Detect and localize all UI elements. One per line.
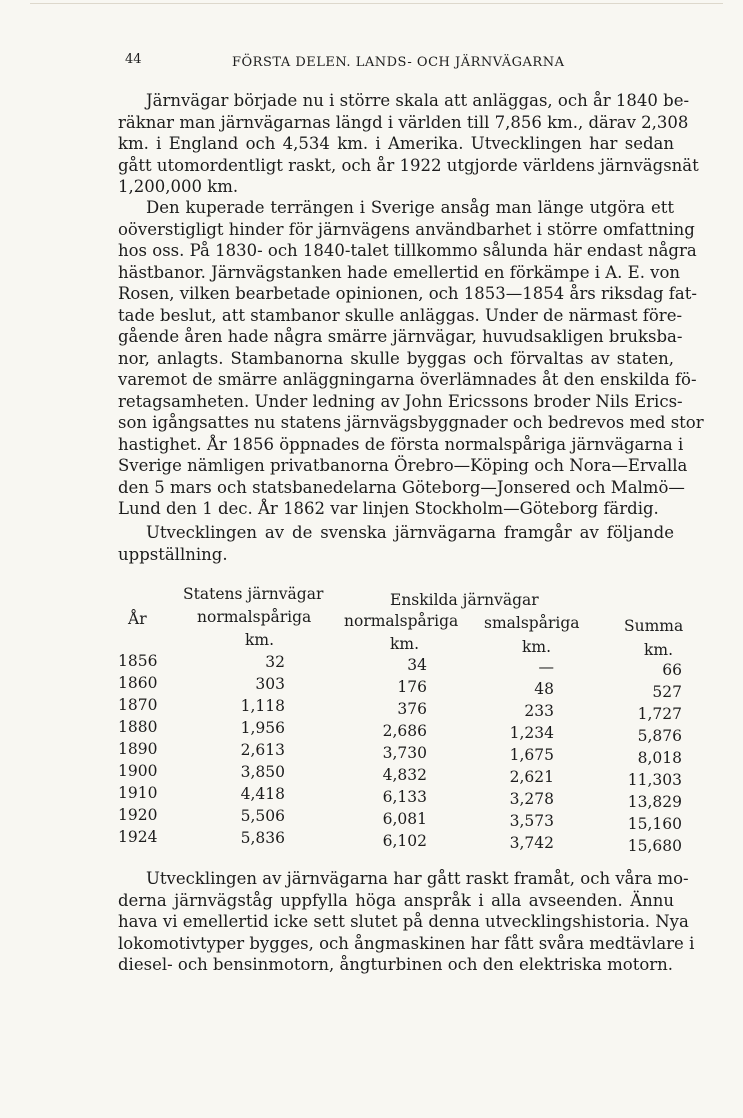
text-line: 1,200,000 km. <box>118 177 239 196</box>
statens-cell: 32 <box>265 653 285 671</box>
statens-cell: 5,506 <box>240 807 285 825</box>
year-cell: 1900 <box>118 762 158 780</box>
text-line: Den kuperade terrängen i Sverige ansåg man länge utgöra ett <box>146 198 674 217</box>
text-line: km. i England och 4,534 km. i Amerika. Utvecklingen har sedan <box>118 134 674 153</box>
summa-cell: 8,018 <box>637 749 682 767</box>
text-line: hästbanor. Järnvägstanken hade emellertid en förkämpe i A. E. von <box>118 262 681 282</box>
text-line: derna järnvägståg uppfylla höga anspråk i alla avseenden. Ännu <box>118 890 674 910</box>
header-year: År <box>128 610 147 628</box>
statens-cell: 4,418 <box>240 785 285 803</box>
text-line: uppställning. <box>118 544 228 564</box>
text-line: den 5 mars och statsbanedelarna Göteborg—Jonsered och Malmö— <box>118 477 685 497</box>
enskilda-normal-cell: 34 <box>407 656 427 674</box>
header-summa-unit: km. <box>644 641 674 659</box>
text-line: hava vi emellertid icke sett slutet på denna utvecklingshistoria. Nya <box>118 912 689 931</box>
summa-cell: 5,876 <box>637 727 682 745</box>
statens-cell: 3,850 <box>240 763 285 781</box>
paragraph-table-intro <box>118 522 674 565</box>
page-number: 44 <box>125 52 142 67</box>
enskilda-normal-cell: 6,133 <box>382 788 427 806</box>
enskilda-smal-cell: 233 <box>524 702 554 720</box>
header-statens-normal: normalspåriga <box>197 608 312 626</box>
paragraph-swedish-history <box>118 197 704 520</box>
year-cell: 1856 <box>118 652 158 670</box>
text-line: gående åren hade några smärre järnvägar, huvudsakligen bruksba- <box>118 327 683 346</box>
enskilda-smal-cell: 1,675 <box>509 746 554 764</box>
enskilda-normal-cell: 2,686 <box>382 722 427 740</box>
text-line: varemot de smärre anläggningarna överlämnades åt den enskilda fö- <box>118 370 697 389</box>
enskilda-normal-cell: 4,832 <box>382 766 427 784</box>
statens-cell: 303 <box>255 675 285 693</box>
railway-length-table <box>0 585 743 865</box>
summa-cell: 13,829 <box>627 793 682 811</box>
summa-cell: 66 <box>662 661 682 679</box>
summa-cell: 15,160 <box>627 815 682 833</box>
running-head: FÖRSTA DELEN. LANDS- OCH JÄRNVÄGARNA <box>232 55 565 70</box>
year-cell: 1890 <box>118 740 158 758</box>
text-line: son igångsattes nu statens järnvägsbyggnader och bedrevos med stor <box>118 413 704 432</box>
header-enskilda-smal-unit: km. <box>522 638 552 656</box>
page-edge-line <box>30 3 723 4</box>
enskilda-smal-cell: 1,234 <box>509 724 554 742</box>
summa-cell: 11,303 <box>627 771 682 789</box>
summa-cell: 15,680 <box>627 837 682 855</box>
header-enskilda-smal: smalspåriga <box>484 614 580 632</box>
text-line: gått utomordentligt raskt, och år 1922 utgjorde världens järnvägsnät <box>118 155 699 175</box>
header-enskilda-normal: normalspåriga <box>344 612 459 630</box>
year-cell: 1870 <box>118 696 158 714</box>
enskilda-normal-cell: 6,081 <box>382 810 427 828</box>
text-line: Sverige nämligen privatbanorna Örebro—Köping och Nora—Ervalla <box>118 456 688 475</box>
text-line: diesel- och bensinmotorn, ångturbinen och den elektriska motorn. <box>118 955 674 974</box>
header-statens-unit: km. <box>245 631 275 649</box>
enskilda-smal-cell: 48 <box>534 680 554 698</box>
enskilda-smal-cell: 2,621 <box>509 768 554 786</box>
header-enskilda-normal-unit: km. <box>390 635 420 653</box>
text-line: tade beslut, att stambanor skulle anläggas. Under de närmast före- <box>118 305 683 325</box>
year-cell: 1860 <box>118 674 158 692</box>
statens-cell: 5,836 <box>240 829 285 847</box>
text-line: Utvecklingen av järnvägarna har gått raskt framåt, och våra mo- <box>146 869 689 888</box>
year-cell: 1880 <box>118 718 158 736</box>
text-line: retagsamheten. Under ledning av John Ericssons broder Nils Erics- <box>118 391 683 411</box>
year-cell: 1910 <box>118 784 158 802</box>
text-line: räknar man järnvägarnas längd i världen till 7,856 km., därav 2,308 <box>118 112 689 132</box>
enskilda-normal-cell: 376 <box>397 700 427 718</box>
text-line: hos oss. På 1830- och 1840-talet tillkommo sålunda här endast några <box>118 241 697 260</box>
text-line: oöverstigligt hinder för järnvägens användbarhet i större omfattning <box>118 219 695 239</box>
enskilda-smal-cell: 3,573 <box>509 812 554 830</box>
enskilda-smal-cell: — <box>538 658 554 676</box>
enskilda-smal-cell: 3,742 <box>509 834 554 852</box>
text-line: lokomotivtyper bygges, och ångmaskinen har fått svåra medtävlare i <box>118 933 695 953</box>
header-statens-group: Statens järnvägar <box>183 585 324 603</box>
statens-cell: 1,956 <box>240 719 285 737</box>
text-line: nor, anlagts. Stambanorna skulle byggas och förvaltas av staten, <box>118 348 674 368</box>
year-cell: 1920 <box>118 806 158 824</box>
statens-cell: 2,613 <box>240 741 285 759</box>
paragraph-world-railways <box>118 90 699 198</box>
text-line: hastighet. År 1856 öppnades de första normalspåriga järnvägarna i <box>118 434 684 454</box>
text-line: Järnvägar började nu i större skala att anläggas, och år 1840 be- <box>146 91 690 110</box>
paragraph-development <box>118 868 695 976</box>
enskilda-smal-cell: 3,278 <box>509 790 554 808</box>
year-cell: 1924 <box>118 828 158 846</box>
enskilda-normal-cell: 176 <box>397 678 427 696</box>
enskilda-normal-cell: 6,102 <box>382 832 427 850</box>
header-summa: Summa <box>624 617 684 635</box>
summa-cell: 527 <box>652 683 682 701</box>
text-line: Lund den 1 dec. År 1862 var linjen Stockholm—Göteborg färdig. <box>118 499 659 518</box>
text-line: Rosen, vilken bearbetade opinionen, och 1853—1854 års riksdag fat- <box>118 284 697 303</box>
statens-cell: 1,118 <box>240 697 285 715</box>
header-enskilda-group: Enskilda järnvägar <box>390 591 539 609</box>
text-line: Utvecklingen av de svenska järnvägarna framgår av följande <box>146 523 674 542</box>
summa-cell: 1,727 <box>637 705 682 723</box>
enskilda-normal-cell: 3,730 <box>382 744 427 762</box>
